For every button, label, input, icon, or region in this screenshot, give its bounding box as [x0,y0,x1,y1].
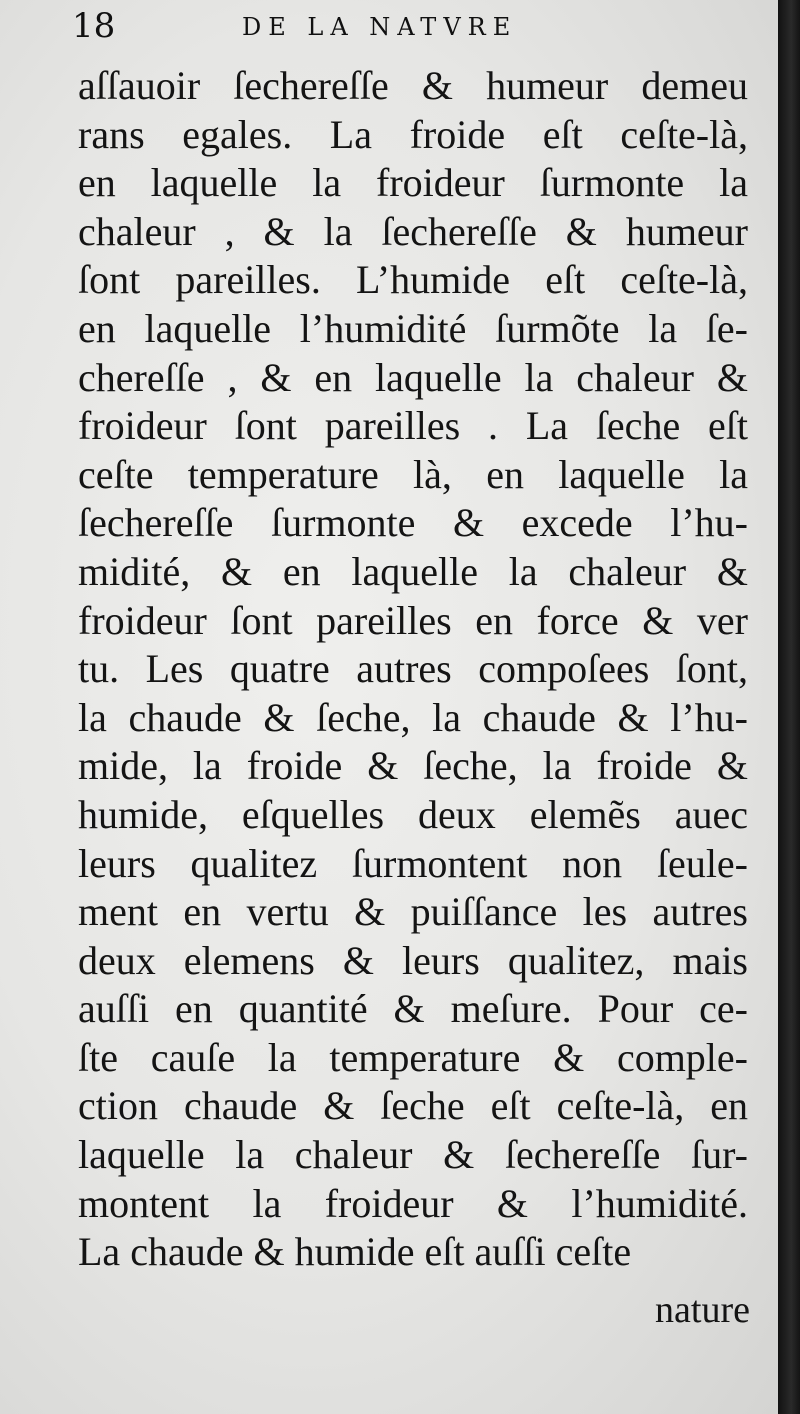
text-line: laquelle la chaleur & ſechereſſe ſur- [78,1132,748,1178]
text-line: tu. Les quatre autres compoſees ſont, [78,646,748,692]
text-line: aſſauoir ſechereſſe & humeur demeu [78,63,748,108]
page-edge-shadow [778,0,800,1414]
text-line: mide, la froide & ſeche, la froide & [78,743,748,789]
catchword: nature [655,1289,750,1331]
text-line: ſechereſſe ſurmonte & excede l’hu- [78,500,748,546]
text-line: rans egales. La froide eſt ceſte-là, [78,111,748,157]
text-line: La chaude & humide eſt auſſi ceſte [78,1229,632,1275]
text-line: froideur ſont pareilles en force & ver [78,597,748,643]
running-title: DE LA NATVRE [242,13,518,41]
text-line: midité, & en laquelle la chaleur & [78,548,748,594]
text-line: deux elemens & leurs qualitez, mais [78,937,748,983]
text-line: en laquelle l’humidité ſurmõte la ſe- [78,305,748,351]
body-text [78,62,748,1277]
text-line: froideur ſont pareilles . La ſeche eſt [78,403,748,449]
text-line: leurs qualitez ſurmontent non ſeule- [78,840,748,886]
text-line: chaleur , & la ſechereſſe & humeur [78,208,748,254]
text-line: en laquelle la froideur ſurmonte la [78,160,748,206]
page-number: 18 [72,6,116,46]
text-line: ment en vertu & puiſſance les autres [78,889,748,935]
text-line: auſſi en quantité & meſure. Pour ce- [78,986,748,1032]
text-line: ſte cauſe la temperature & comple- [78,1034,748,1080]
text-line: ction chaude & ſeche eſt ceſte-là, en [78,1083,748,1129]
text-line: ſont pareilles. L’humide eſt ceſte-là, [78,257,748,303]
text-line: ceſte temperature là, en laquelle la [78,451,748,497]
running-head [72,4,672,48]
text-line: chereſſe , & en laquelle la chaleur & [78,354,748,400]
text-line: la chaude & ſeche, la chaude & l’hu- [78,694,748,740]
text-line: montent la froideur & l’humidité. [78,1180,748,1226]
text-line: humide, eſquelles deux elemẽs auec [78,791,748,837]
